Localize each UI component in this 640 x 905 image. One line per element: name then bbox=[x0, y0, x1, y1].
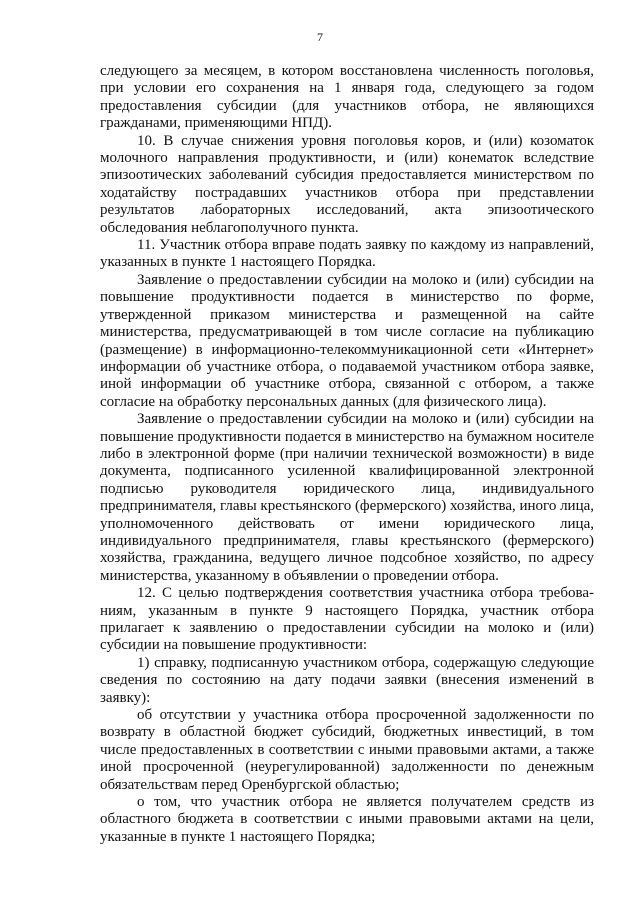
document-body bbox=[100, 63, 594, 846]
paragraph-application-form: Заявление о предоставлении субсидии на молоко и (или) субсидии на повышение продуктивности подается в министерство по форме, утвержденной приказом министерства и размещенной на сайте министерства, предусматривающей в том числе согласие на публикацию (размещение) в информационно-телекоммуникационной сети «Интернет» информации об участнике отбора, о подаваемой участником отбора заявке, иной информации об участнике отбора, связанной с отбором, а также согласие на обработку персональных данных (для физического лица). bbox=[100, 271, 594, 410]
paragraph-not-recipient: о том, что участник отбора не является получателем средств из областного бюджета в соответствии с иными правовыми актами на цели, указанные в пункте 1 настоящего Порядка; bbox=[100, 794, 594, 845]
paragraph-item-11: 11. Участник отбора вправе подать заявку по каждому из направлений, указанных в пункте 1 настоящего Порядка. bbox=[100, 237, 594, 271]
paragraph-application-submission: Заявление о предоставлении субсидии на молоко и (или) субсидии на повышение продуктивности подается в министерство на бумажном носителе либо в электронной форме (при наличии технической возможности) в виде документа, подписанного усиленной квалифицированной электронной подписью руководителя юридического лица, индивидуального предпринимателя, главы крестьянского (фермерского) хозяйства, иного лица, уполномоченного действовать от имени юридического лица, индивидуального предпринимателя, главы крестьянского (фермерского) хозяйства, гражданина, ведущего личное подсобное хозяйство, по адресу министерства, указанному в объявлении о проведении отбора. bbox=[100, 411, 595, 584]
paragraph-item-12: 12. С целью подтверждения соответствия участника отбора требованиям, указанным в пункте 9 настоящего Порядка, участник отбора прилагает к заявлению о предоставлении субсидии на молоко и (или) субсидии на повышение продуктивности: bbox=[100, 585, 594, 654]
page-number: 7 bbox=[317, 30, 323, 44]
paragraph-no-debt: об отсутствии у участника отбора просроченной задолженности по возврату в областной бюджет субсидий, бюджетных инвестиций, в том числе предоставленных в соответствии с иными правовыми актами, а также иной просроченной (неурегулированной) задолженности по денежным обязательствам перед Оренбургской областью; bbox=[100, 707, 594, 793]
paragraph-continuation: следующего за месяцем, в котором восстановлена численность поголовья, при условии его сохранения на 1 января года, следующего за годом предоставления субсидии (для участников отбора, не являющихся гражданами, применяющими НПД). bbox=[100, 63, 594, 132]
paragraph-item-10: 10. В случае снижения уровня поголовья коров, и (или) козоматок молочного направления продуктивности, и (или) конематок вследствие эпизоотических заболеваний субсидия предоставляется министерством по ходатайству пострадавших участников отбора при представлении результатов лабораторных исследований, акта эпизоотического обследования неблагополучного пункта. bbox=[100, 132, 594, 236]
paragraph-subitem-1: 1) справку, подписанную участником отбора, содержащую следующие сведения по состоянию на дату подачи заявки (внесения изменений в заявку): bbox=[100, 654, 594, 706]
